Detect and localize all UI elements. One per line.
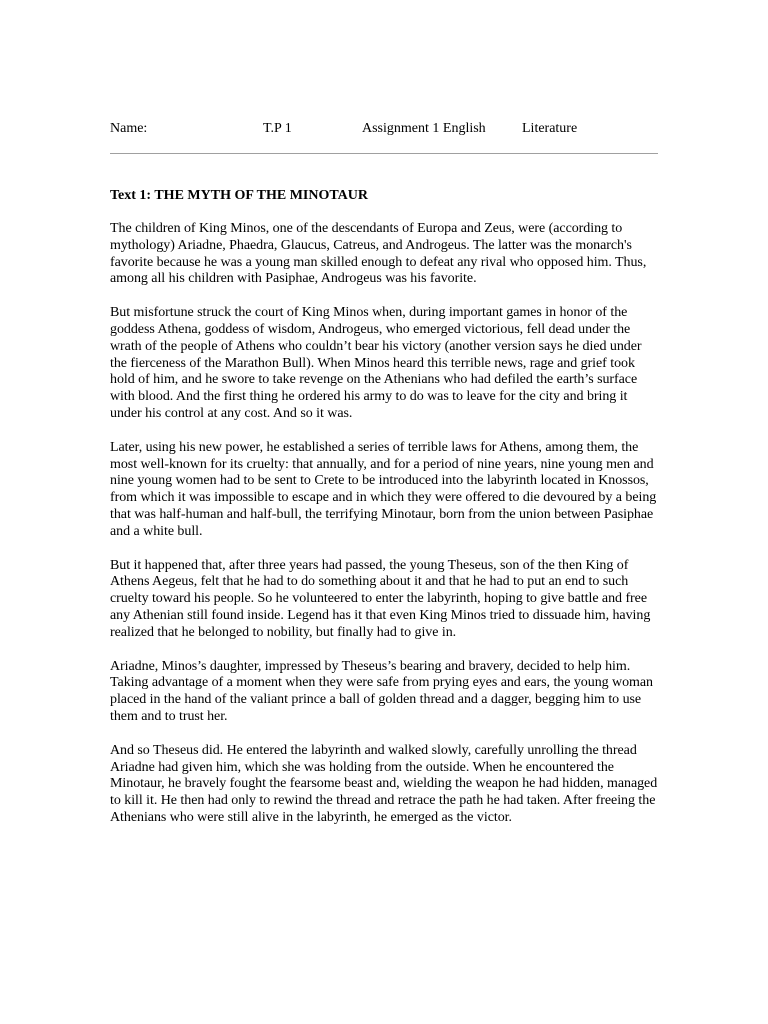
paragraph-5: Ariadne, Minos’s daughter, impressed by Theseus’s bearing and bravery, decided to help him. Taking advantage of a moment when they were safe from prying eyes and ears, the young woman placed in the hand of the valiant prince a ball of golden thread and a dagger, begging him to use them and to trust her. — [110, 658, 654, 724]
subject-label: Literature — [522, 121, 578, 136]
paragraph-1: The children of King Minos, one of the descendants of Europa and Zeus, were (according to mythology) Ariadne, Phaedra, Glaucus, Catreus, and Androgeus. The latter was the monarch's favorite because he was a young man skilled enough to defeat any rival who opposed him. Thus, among all his children with Pasiphae, Androgeus was his favorite. — [110, 221, 647, 287]
header-divider — [110, 153, 658, 154]
paragraph-6: And so Theseus did. He entered the labyrinth and walked slowly, carefully unrolling the thread Ariadne had given him, which she was holding from the outside. When he encountered the Minotaur, he bravely fought the fearsome beast and, wielding the weapon he had hidden, managed to kill it. He then had only to rewind the thread and retrace the path he had taken. After freeing the Athenians who were still alive in the labyrinth, he emerged as the victor. — [110, 742, 658, 825]
document-title: Text 1: THE MYTH OF THE MINOTAUR — [110, 188, 368, 203]
paragraph-3: Later, using his new power, he established a series of terrible laws for Athens, among them, the most well-known for its cruelty: that annually, and for a period of nine years, nine young men and nine young women had to be sent to Crete to be introduced into the labyrinth located in Knossos, from which it was impossible to escape and in which they were offered to die devoured by a being that was half-human and half-bull, the terrifying Minotaur, born from the union between Pasiphae and a white bull. — [110, 439, 657, 539]
tp-label: T.P 1 — [263, 121, 292, 136]
document-header — [110, 120, 658, 138]
paragraph-4: But it happened that, after three years had passed, the young Theseus, son of the then King of Athens Aegeus, felt that he had to do something about it and that he had to put an end to such cruelty toward his people. So he volunteered to enter the labyrinth, hoping to give battle and free any Athenian still found inside. Legend has it that even King Minos tried to dissuade him, having realized that he belonged to nobility, but finally had to give in. — [110, 557, 651, 640]
document-body — [110, 221, 658, 844]
assignment-label: Assignment 1 English — [362, 121, 486, 136]
paragraph-2: But misfortune struck the court of King Minos when, during important games in honor of the goddess Athena, goddess of wisdom, Androgeus, who emerged victorious, fell dead under the wrath of the people of Athens who couldn’t bear his victory (another version says he died under the fierceness of the Marathon Bull). When Minos heard this terrible news, rage and grief took hold of him, and he swore to take revenge on the Athenians who had defiled the earth’s surface with blood. And the first thing he ordered his army to do was to leave for the city and bring it under his control at any cost. And so it was. — [110, 305, 642, 421]
name-label: Name: — [110, 121, 148, 136]
